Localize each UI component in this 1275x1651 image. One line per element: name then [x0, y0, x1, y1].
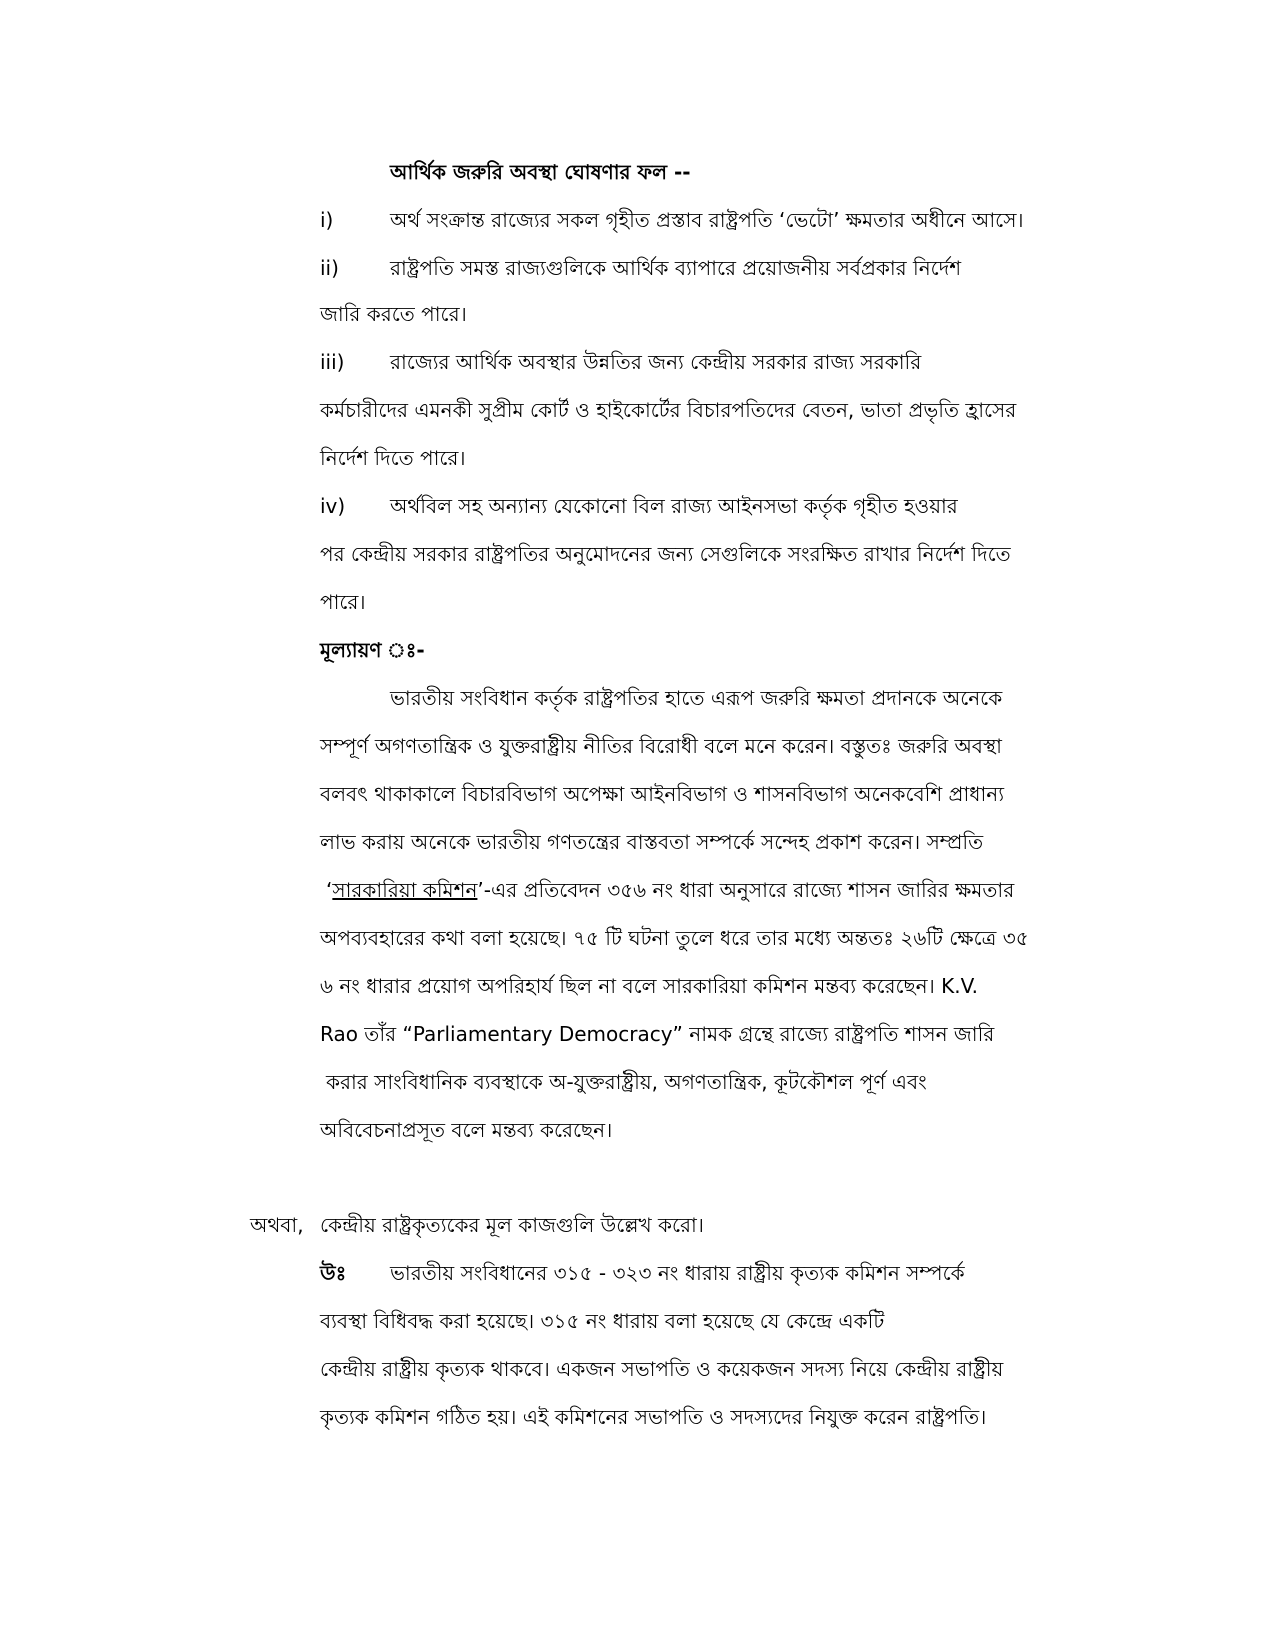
- paragraph-line: বলবৎ থাকাকালে বিচারবিভাগ অপেক্ষা আইনবিভাগ ও শাসনবিভাগ অনেকবেশি প্রাধান্য: [320, 782, 1005, 806]
- paragraph-line: ৬ নং ধারার প্রয়োগ অপরিহার্য ছিল না বলে সারকারিয়া কমিশন মন্তব্য করেছেন। K.V.: [320, 974, 979, 998]
- commission-rest: ’-এর প্রতিবেদন ৩৫৬ নং ধারা অনুসারে রাজ্যে শাসন জারির ক্ষমতার: [477, 878, 1015, 902]
- item-number: iii): [320, 350, 345, 374]
- section-heading: আর্থিক জরুরি অবস্থা ঘোষণার ফল --: [390, 160, 691, 184]
- item-text: অর্থবিল সহ অন্যান্য যেকোনো বিল রাজ্য আইনসভা কর্তৃক গৃহীত হওয়ার: [390, 494, 958, 518]
- item-text: কর্মচারীদের এমনকী সুপ্রীম কোর্ট ও হাইকোর্টের বিচারপতিদের বেতন, ভাতা প্রভৃতি হ্রাসের: [320, 398, 1017, 422]
- paragraph-line: অবিবেচনাপ্রসূত বলে মন্তব্য করেছেন।: [320, 1118, 613, 1142]
- answer-line: ব্যবস্থা বিধিবদ্ধ করা হয়েছে। ৩১৫ নং ধারায় বলা হয়েছে যে কেন্দ্রে একটি: [320, 1309, 885, 1333]
- item-number: ii): [320, 256, 339, 280]
- paragraph-line: লাভ করায় অনেকে ভারতীয় গণতন্ত্রের বাস্তবতা সম্পর্কে সন্দেহ প্রকাশ করেন। সম্প্রতি: [320, 830, 984, 854]
- question-text: কেন্দ্রীয় রাষ্ট্রকৃত্যকের মূল কাজগুলি উল্লেখ করো।: [320, 1213, 704, 1237]
- answer-line: কৃত্যক কমিশন গঠিত হয়। এই কমিশনের সভাপতি ও সদস্যদের নিযুক্ত করেন রাষ্ট্রপতি।: [320, 1405, 987, 1429]
- paragraph-line: [326, 876, 1014, 904]
- paragraph-line: সম্পূর্ণ অগণতান্ত্রিক ও যুক্তরাষ্ট্রীয় নীতির বিরোধী বলে মনে করেন। বস্তুতঃ জরুরি অবস্থা: [320, 734, 1002, 758]
- item-text: পর কেন্দ্রীয় সরকার রাষ্ট্রপতির অনুমোদনের জন্য সেগুলিকে সংরক্ষিত রাখার নির্দেশ দিতে: [320, 542, 1011, 566]
- item-text: জারি করতে পারে।: [320, 302, 467, 326]
- item-text: অর্থ সংক্রান্ত রাজ্যের সকল গৃহীত প্রস্তাব রাষ্ট্রপতি ‘ভেটো’ ক্ষমতার অধীনে আসে।: [390, 208, 1024, 232]
- item-text: রাজ্যের আর্থিক অবস্থার উন্নতির জন্য কেন্দ্রীয় সরকার রাজ্য সরকারি: [390, 350, 922, 374]
- question-prefix: অথবা,: [250, 1213, 304, 1237]
- paragraph-line: ভারতীয় সংবিধান কর্তৃক রাষ্ট্রপতির হাতে এরূপ জরুরি ক্ষমতা প্রদানকে অনেকে: [390, 686, 1003, 710]
- item-text: নির্দেশ দিতে পারে।: [320, 446, 466, 470]
- item-number: i): [320, 208, 334, 232]
- paragraph-line: করার সাংবিধানিক ব্যবস্থাকে অ-যুক্তরাষ্ট্রীয়, অগণতান্ত্রিক, কূটকৌশল পূর্ণ এবং: [326, 1070, 927, 1094]
- answer-line: ভারতীয় সংবিধানের ৩১৫ - ৩২৩ নং ধারায় রাষ্ট্রীয় কৃত্যক কমিশন সম্পর্কে: [390, 1261, 965, 1285]
- item-text: পারে।: [320, 590, 366, 614]
- item-text: রাষ্ট্রপতি সমস্ত রাজ্যগুলিকে আর্থিক ব্যাপারে প্রয়োজনীয় সর্বপ্রকার নির্দেশ: [390, 256, 962, 280]
- quote-open: ‘: [326, 878, 333, 902]
- paragraph-line: অপব্যবহারের কথা বলা হয়েছে। ৭৫ টি ঘটনা তুলে ধরে তার মধ্যে অন্ততঃ ২৬টি ক্ষেত্রে ৩৫: [320, 926, 1029, 950]
- answer-line: কেন্দ্রীয় রাষ্ট্রীয় কৃত্যক থাকবে। একজন সভাপতি ও কয়েকজন সদস্য নিয়ে কেন্দ্রীয় রাষ্ট্রীয়: [320, 1357, 1004, 1381]
- commission-name: সারকারিয়া কমিশন: [332, 878, 478, 902]
- paragraph-line: Rao তাঁর “Parliamentary Democracy” নামক গ্রন্থে রাজ্যে রাষ্ট্রপতি শাসন জারি: [320, 1022, 995, 1046]
- evaluation-title: মূল্যায়ণ ঃ-: [320, 638, 425, 662]
- answer-label: উঃ: [320, 1261, 347, 1285]
- item-number: iv): [320, 494, 346, 518]
